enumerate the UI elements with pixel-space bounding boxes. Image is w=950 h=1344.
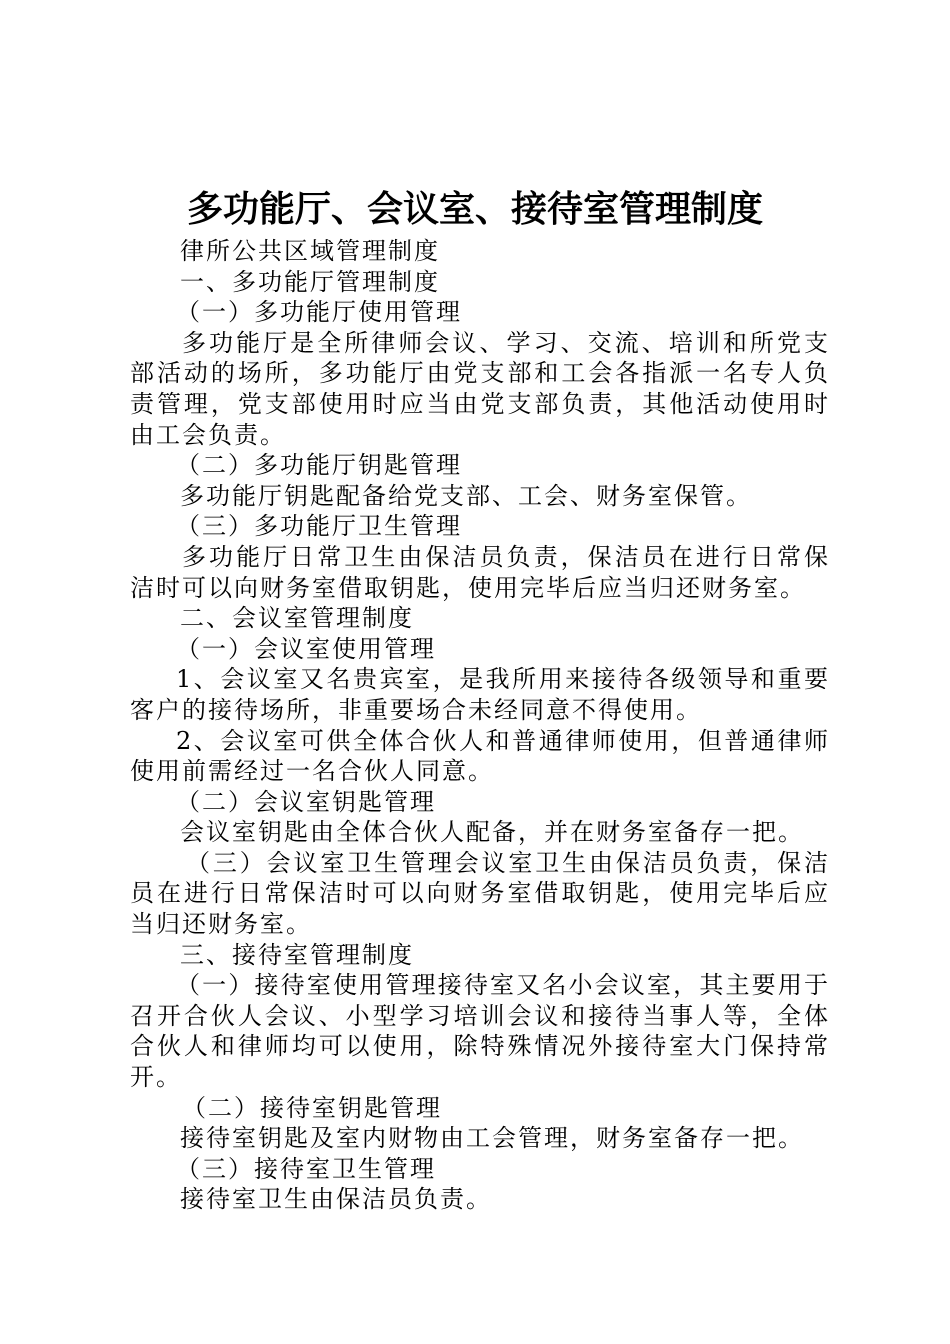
paragraph-meeting-usage-1: 1、会议室又名贵宾室，是我所用来接待各级领导和重要客户的接待场所，非重要场合未经同意不得使用。 [130,665,830,724]
subheading-reception-keys: （二）接待室钥匙管理 [182,1093,442,1122]
paragraph-hall-usage: 多功能厅是全所律师会议、学习、交流、培训和所党支部活动的场所，多功能厅由党支部和工会各指派一名专人负责管理，党支部使用时应当由党支部负责，其他活动使用时由工会负责。 [130,328,830,449]
paragraph-reception-cleaning: 接待室卫生由保洁员负责。 [180,1185,492,1214]
paragraph-meeting-keys: 会议室钥匙由全体合伙人配备，并在财务室备存一把。 [180,818,804,847]
paragraph-reception-keys: 接待室钥匙及室内财物由工会管理，财务室备存一把。 [180,1124,804,1153]
subheading-hall-usage: （一）多功能厅使用管理 [176,298,462,327]
paragraph-meeting-usage-2: 2、会议室可供全体合伙人和普通律师使用，但普通律师使用前需经过一名合伙人同意。 [130,726,830,786]
subheading-hall-cleaning: （三）多功能厅卫生管理 [176,512,462,541]
heading-section-1: 一、多功能厅管理制度 [180,267,440,296]
heading-section-3: 三、接待室管理制度 [180,940,414,969]
subheading-meeting-keys: （二）会议室钥匙管理 [176,787,436,816]
subheading-hall-keys: （二）多功能厅钥匙管理 [176,451,462,480]
paragraph-hall-cleaning: 多功能厅日常卫生由保洁员负责，保洁员在进行日常保洁时可以向财务室借取钥匙，使用完毕后应当归还财务室。 [130,542,830,602]
subheading-meeting-usage: （一）会议室使用管理 [176,634,436,663]
paragraph-hall-keys: 多功能厅钥匙配备给党支部、工会、财务室保管。 [180,481,752,510]
heading-section-2: 二、会议室管理制度 [180,604,414,633]
document-title: 多功能厅、会议室、接待室管理制度 [186,188,763,230]
paragraph-meeting-cleaning: （三）会议室卫生管理会议室卫生由保洁员负责，保洁员在进行日常保洁时可以向财务室借取钥匙，使用完毕后应当归还财务室。 [130,848,830,939]
subheading-reception-cleaning: （三）接待室卫生管理 [176,1154,436,1183]
paragraph-office-public-area: 律所公共区域管理制度 [180,237,440,265]
paragraph-reception-usage: （一）接待室使用管理接待室又名小会议室，其主要用于召开合伙人会议、小型学习培训会议和接待当事人等，全体合伙人和律师均可以使用，除特殊情况外接待室大门保持常开。 [130,971,830,1092]
document-body [130,236,830,1215]
